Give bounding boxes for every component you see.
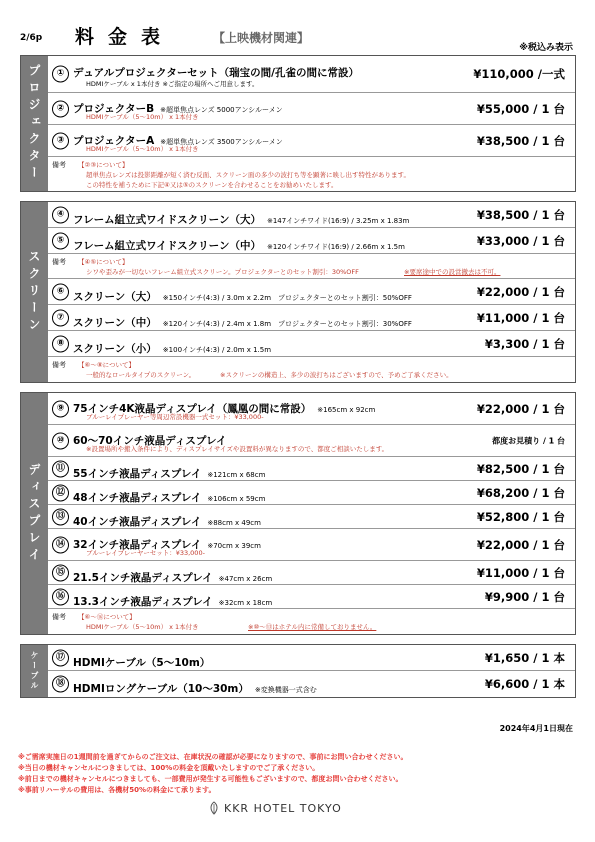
item-name: 75インチ4K液晶ディスプレイ（鳳凰の間に常設） — [73, 403, 312, 415]
note-row — [48, 254, 575, 279]
logo-text: KKR HOTEL TOKYO — [224, 801, 342, 815]
item-spec: ※超単焦点レンズ 3500アンシルーメン — [160, 138, 283, 146]
note-warning: ※要席途中での設営撤去は不可。 — [404, 268, 501, 276]
item-spec: ※121cm x 68cm — [207, 471, 266, 479]
item-number: ⑮ — [52, 564, 69, 581]
table-row — [48, 671, 575, 697]
section-display — [20, 392, 576, 635]
item-price: ¥22,000 / 1 台 — [476, 537, 565, 552]
item-number: ⑫ — [52, 484, 69, 501]
item-price: ¥22,000 / 1 台 — [476, 284, 565, 299]
category-label-screen: スクリーン — [21, 202, 48, 382]
item-subtext: HDMIケーブル（5〜10m） x 1本付き — [86, 113, 199, 121]
item-name: フレーム組立式ワイドスクリーン（大） — [73, 214, 261, 226]
item-spec: ※150インチ(4:3) / 3.0m x 2.2m プロジェクターとのセット割引：50%OFF — [162, 294, 412, 302]
note-heading: 【⑥〜⑯について】 — [78, 613, 136, 621]
section-projector — [20, 55, 576, 192]
item-spec: ※変換機器一式含む — [254, 686, 317, 694]
item-number: ⑥ — [52, 283, 69, 300]
item-price: 都度お見積り / 1 台 — [492, 436, 565, 445]
item-number: ⑤ — [52, 232, 69, 249]
section-screen — [20, 201, 576, 383]
note-label: 備考 — [52, 258, 66, 266]
item-name: 48インチ液晶ディスプレイ — [73, 492, 202, 504]
item-number: ⑧ — [52, 335, 69, 352]
leaf-icon — [208, 801, 220, 815]
footer-note: ※事前リハーサルの費用は、各機材50%の料金にて承ります。 — [18, 786, 216, 794]
note-line: シワや歪みが一切ないフレーム組立式スクリーン。プロジェクターとのセット割引：30%OFF — [86, 268, 359, 276]
as-of-date: 2024年4月1日現在 — [499, 724, 573, 733]
item-spec: ※147インチワイド(16:9) / 3.25m x 1.83m — [266, 217, 410, 225]
item-name: 21.5インチ液晶ディスプレイ — [73, 572, 213, 584]
table-row — [48, 228, 575, 254]
note-heading: 【④⑤について】 — [78, 258, 129, 266]
item-name: 13.3インチ液晶ディスプレイ — [73, 596, 213, 608]
item-name: プロジェクターA — [73, 135, 155, 147]
category-label-projector: プロジェクター — [21, 56, 48, 191]
table-row — [48, 529, 575, 561]
item-number: ⑰ — [52, 649, 69, 666]
item-subtext: ※設置場所や搬入条件により、ディスプレイサイズや設置料が異なりますので、都度ご相談いたします。 — [86, 445, 389, 453]
item-number: ② — [52, 100, 69, 117]
item-spec: ※47cm x 26cm — [218, 575, 273, 583]
table-row — [48, 279, 575, 305]
note-heading: 【⑥〜⑧について】 — [78, 361, 136, 369]
item-spec: ※120インチワイド(16:9) / 2.66m x 1.5m — [266, 243, 405, 251]
item-price: ¥11,000 / 1 台 — [476, 565, 565, 580]
tax-note: ※税込み表示 — [519, 43, 573, 53]
item-price: ¥1,650 / 1 本 — [484, 650, 565, 665]
note-label: 備考 — [52, 361, 66, 369]
item-price: ¥52,800 / 1 台 — [476, 509, 565, 524]
item-price: ¥6,600 / 1 本 — [484, 677, 565, 691]
section-cable — [20, 644, 576, 698]
note-label: 備考 — [52, 613, 66, 621]
table-row — [48, 457, 575, 481]
item-name: プロジェクターB — [73, 103, 155, 115]
footer-notes — [18, 752, 408, 796]
note-line: 一般的なロールタイプのスクリーン。 — [86, 371, 196, 379]
item-name: デュアルプロジェクターセット（瑞宝の間/孔雀の間に常設） — [73, 67, 359, 79]
table-row — [48, 305, 575, 331]
item-price: ¥3,300 / 1 台 — [484, 336, 565, 351]
item-spec: ※120インチ(4:3) / 2.4m x 1.8m プロジェクターとのセット割引：30%OFF — [162, 320, 412, 328]
table-row — [48, 645, 575, 671]
item-price: ¥9,900 / 1 台 — [484, 589, 565, 604]
note-heading: 【②③について】 — [78, 161, 129, 169]
table-row — [48, 125, 575, 157]
table-row — [48, 505, 575, 529]
item-name: スクリーン（大） — [73, 291, 157, 303]
table-row — [48, 202, 575, 228]
table-row — [48, 585, 575, 609]
item-subtext: HDMIケーブル（5〜10m） x 1本付き — [86, 145, 199, 153]
item-spec: ※100インチ(4:3) / 2.0m x 1.5m — [162, 346, 272, 354]
item-name: 55インチ液晶ディスプレイ — [73, 468, 202, 480]
item-number: ③ — [52, 132, 69, 149]
note-line: HDMIケーブル（5〜10m） x 1本付き — [86, 623, 199, 631]
note-warning: ※⑩〜⑬はホテル内に常備しておりません。 — [248, 623, 377, 631]
item-number: ⑩ — [52, 432, 69, 449]
item-name: フレーム組立式ワイドスクリーン（中） — [73, 240, 261, 252]
note-line: この特性を補うために下記④又は⑤のスクリーンを合わせることをお勧めいたします。 — [86, 181, 338, 189]
item-number: ⑬ — [52, 508, 69, 525]
price-table — [20, 55, 576, 707]
table-row — [48, 425, 575, 457]
item-spec: ※超単焦点レンズ 5000アンシルーメン — [160, 106, 283, 114]
item-spec: ※165cm x 92cm — [317, 406, 376, 414]
item-price: ¥55,000 / 1 台 — [476, 101, 565, 116]
item-subtext: HDMIケーブル x 1本付き ※ご指定の場所へご用意します。 — [86, 80, 259, 88]
note-row — [48, 157, 575, 191]
item-name: スクリーン（中） — [73, 317, 157, 329]
item-number: ① — [52, 66, 69, 83]
item-number: ⑱ — [52, 676, 69, 693]
hotel-logo — [208, 801, 342, 815]
footer-note: ※当日の機材キャンセルにつきましては、100%の料金を頂戴いたしますのでご了承ください。 — [18, 764, 320, 772]
item-name: 60〜70インチ液晶ディスプレイ — [73, 435, 227, 447]
item-price: ¥110,000 /一式 — [473, 67, 565, 81]
item-spec: ※32cm x 18cm — [218, 599, 273, 607]
item-name: 32インチ液晶ディスプレイ — [73, 539, 202, 551]
item-number: ④ — [52, 206, 69, 223]
item-spec: ※70cm x 39cm — [207, 542, 261, 550]
item-price: ¥22,000 / 1 台 — [476, 401, 565, 416]
item-number: ⑨ — [52, 400, 69, 417]
page-number: 2/6p — [20, 33, 43, 43]
item-name: HDMIロングケーブル（10〜30m） — [73, 683, 249, 695]
item-spec: ※106cm x 59cm — [207, 495, 266, 503]
table-row — [48, 561, 575, 585]
category-label-cable: ケーブル — [21, 645, 48, 697]
note-line: 超単焦点レンズは投影距離が短く済む反面、スクリーン面の多少の波打ち等を顕著に映し出す特性があります。 — [86, 171, 410, 179]
table-row — [48, 93, 575, 125]
item-subtext: ブルーレイプレーヤーセット：¥33,000- — [86, 549, 205, 557]
item-price: ¥38,500 / 1 台 — [476, 133, 565, 148]
page-subtitle: 【上映機材関連】 — [213, 31, 310, 45]
item-name: HDMIケーブル（5〜10m） — [73, 657, 211, 669]
item-price: ¥38,500 / 1 台 — [476, 207, 565, 222]
item-price: ¥11,000 / 1 台 — [476, 310, 565, 325]
item-number: ⑪ — [52, 460, 69, 477]
table-row — [48, 331, 575, 357]
note-row — [48, 357, 575, 382]
note-row — [48, 609, 575, 634]
table-row — [48, 481, 575, 505]
note-warning: ※スクリーンの構造上、多少の波打ちはございますので、予めご了承ください。 — [220, 371, 453, 379]
item-price: ¥33,000 / 1 台 — [476, 233, 565, 248]
footer-note: ※前日までの機材キャンセルにつきましても、一部費用が発生する可能性もございますので、都度お問い合わせください。 — [18, 775, 403, 783]
item-spec: ※88cm x 49cm — [207, 519, 261, 527]
item-number: ⑯ — [52, 588, 69, 605]
note-label: 備考 — [52, 161, 66, 169]
item-subtext: ブルーレイプレーヤー等周辺常設機器一式セット：¥33,000- — [86, 413, 264, 421]
item-number: ⑦ — [52, 309, 69, 326]
table-row — [48, 56, 575, 93]
footer-note: ※ご需席実施日の1週間前を過ぎてからのご注文は、在庫状況の確認が必要になりますので、事前にお問い合わせください。 — [18, 753, 408, 761]
table-row — [48, 393, 575, 425]
item-number: ⑭ — [52, 536, 69, 553]
category-label-display: ディスプレイ — [21, 393, 48, 634]
item-name: 40インチ液晶ディスプレイ — [73, 516, 202, 528]
item-price: ¥68,200 / 1 台 — [476, 485, 565, 500]
item-price: ¥82,500 / 1 台 — [476, 461, 565, 476]
page-title: 料金表 — [75, 26, 175, 48]
item-name: スクリーン（小） — [73, 343, 157, 355]
